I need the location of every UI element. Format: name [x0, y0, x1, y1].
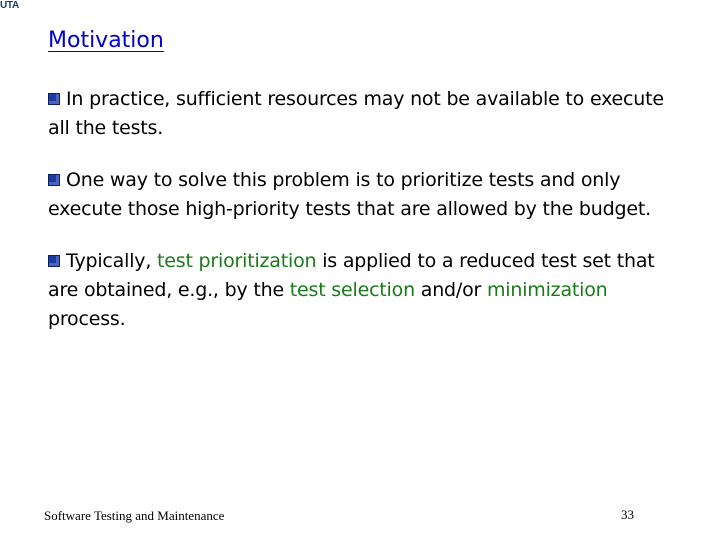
bullet-list	[48, 85, 673, 357]
highlighted-term: test prioritization	[157, 250, 317, 272]
uta-logo: UTA	[0, 0, 19, 11]
bullet-item	[48, 247, 673, 334]
page-number: 33	[621, 507, 634, 522]
bullet-item	[48, 166, 673, 224]
square-bullet-icon	[48, 174, 60, 186]
bullet-text: Typically,	[66, 250, 158, 272]
bullet-text: In practice, sufficient resources may not be available to execute all the tests.	[48, 88, 664, 139]
highlighted-term: test selection	[289, 279, 415, 301]
bullet-item	[48, 85, 673, 143]
highlighted-term: minimization	[486, 279, 608, 301]
bullet-text: process.	[48, 308, 126, 330]
bullet-text: is applied to a reduced test set that are obtained, e.g., by the	[48, 250, 655, 301]
square-bullet-icon	[48, 255, 60, 267]
square-bullet-icon	[48, 93, 60, 105]
bullet-text: and/or	[414, 279, 487, 301]
bullet-text: One way to solve this problem is to prioritize tests and only execute those high-priority tests that are allowed by the budget.	[48, 169, 651, 220]
footer-course-title: Software Testing and Maintenance	[44, 508, 225, 523]
slide-title: Motivation	[48, 28, 164, 53]
